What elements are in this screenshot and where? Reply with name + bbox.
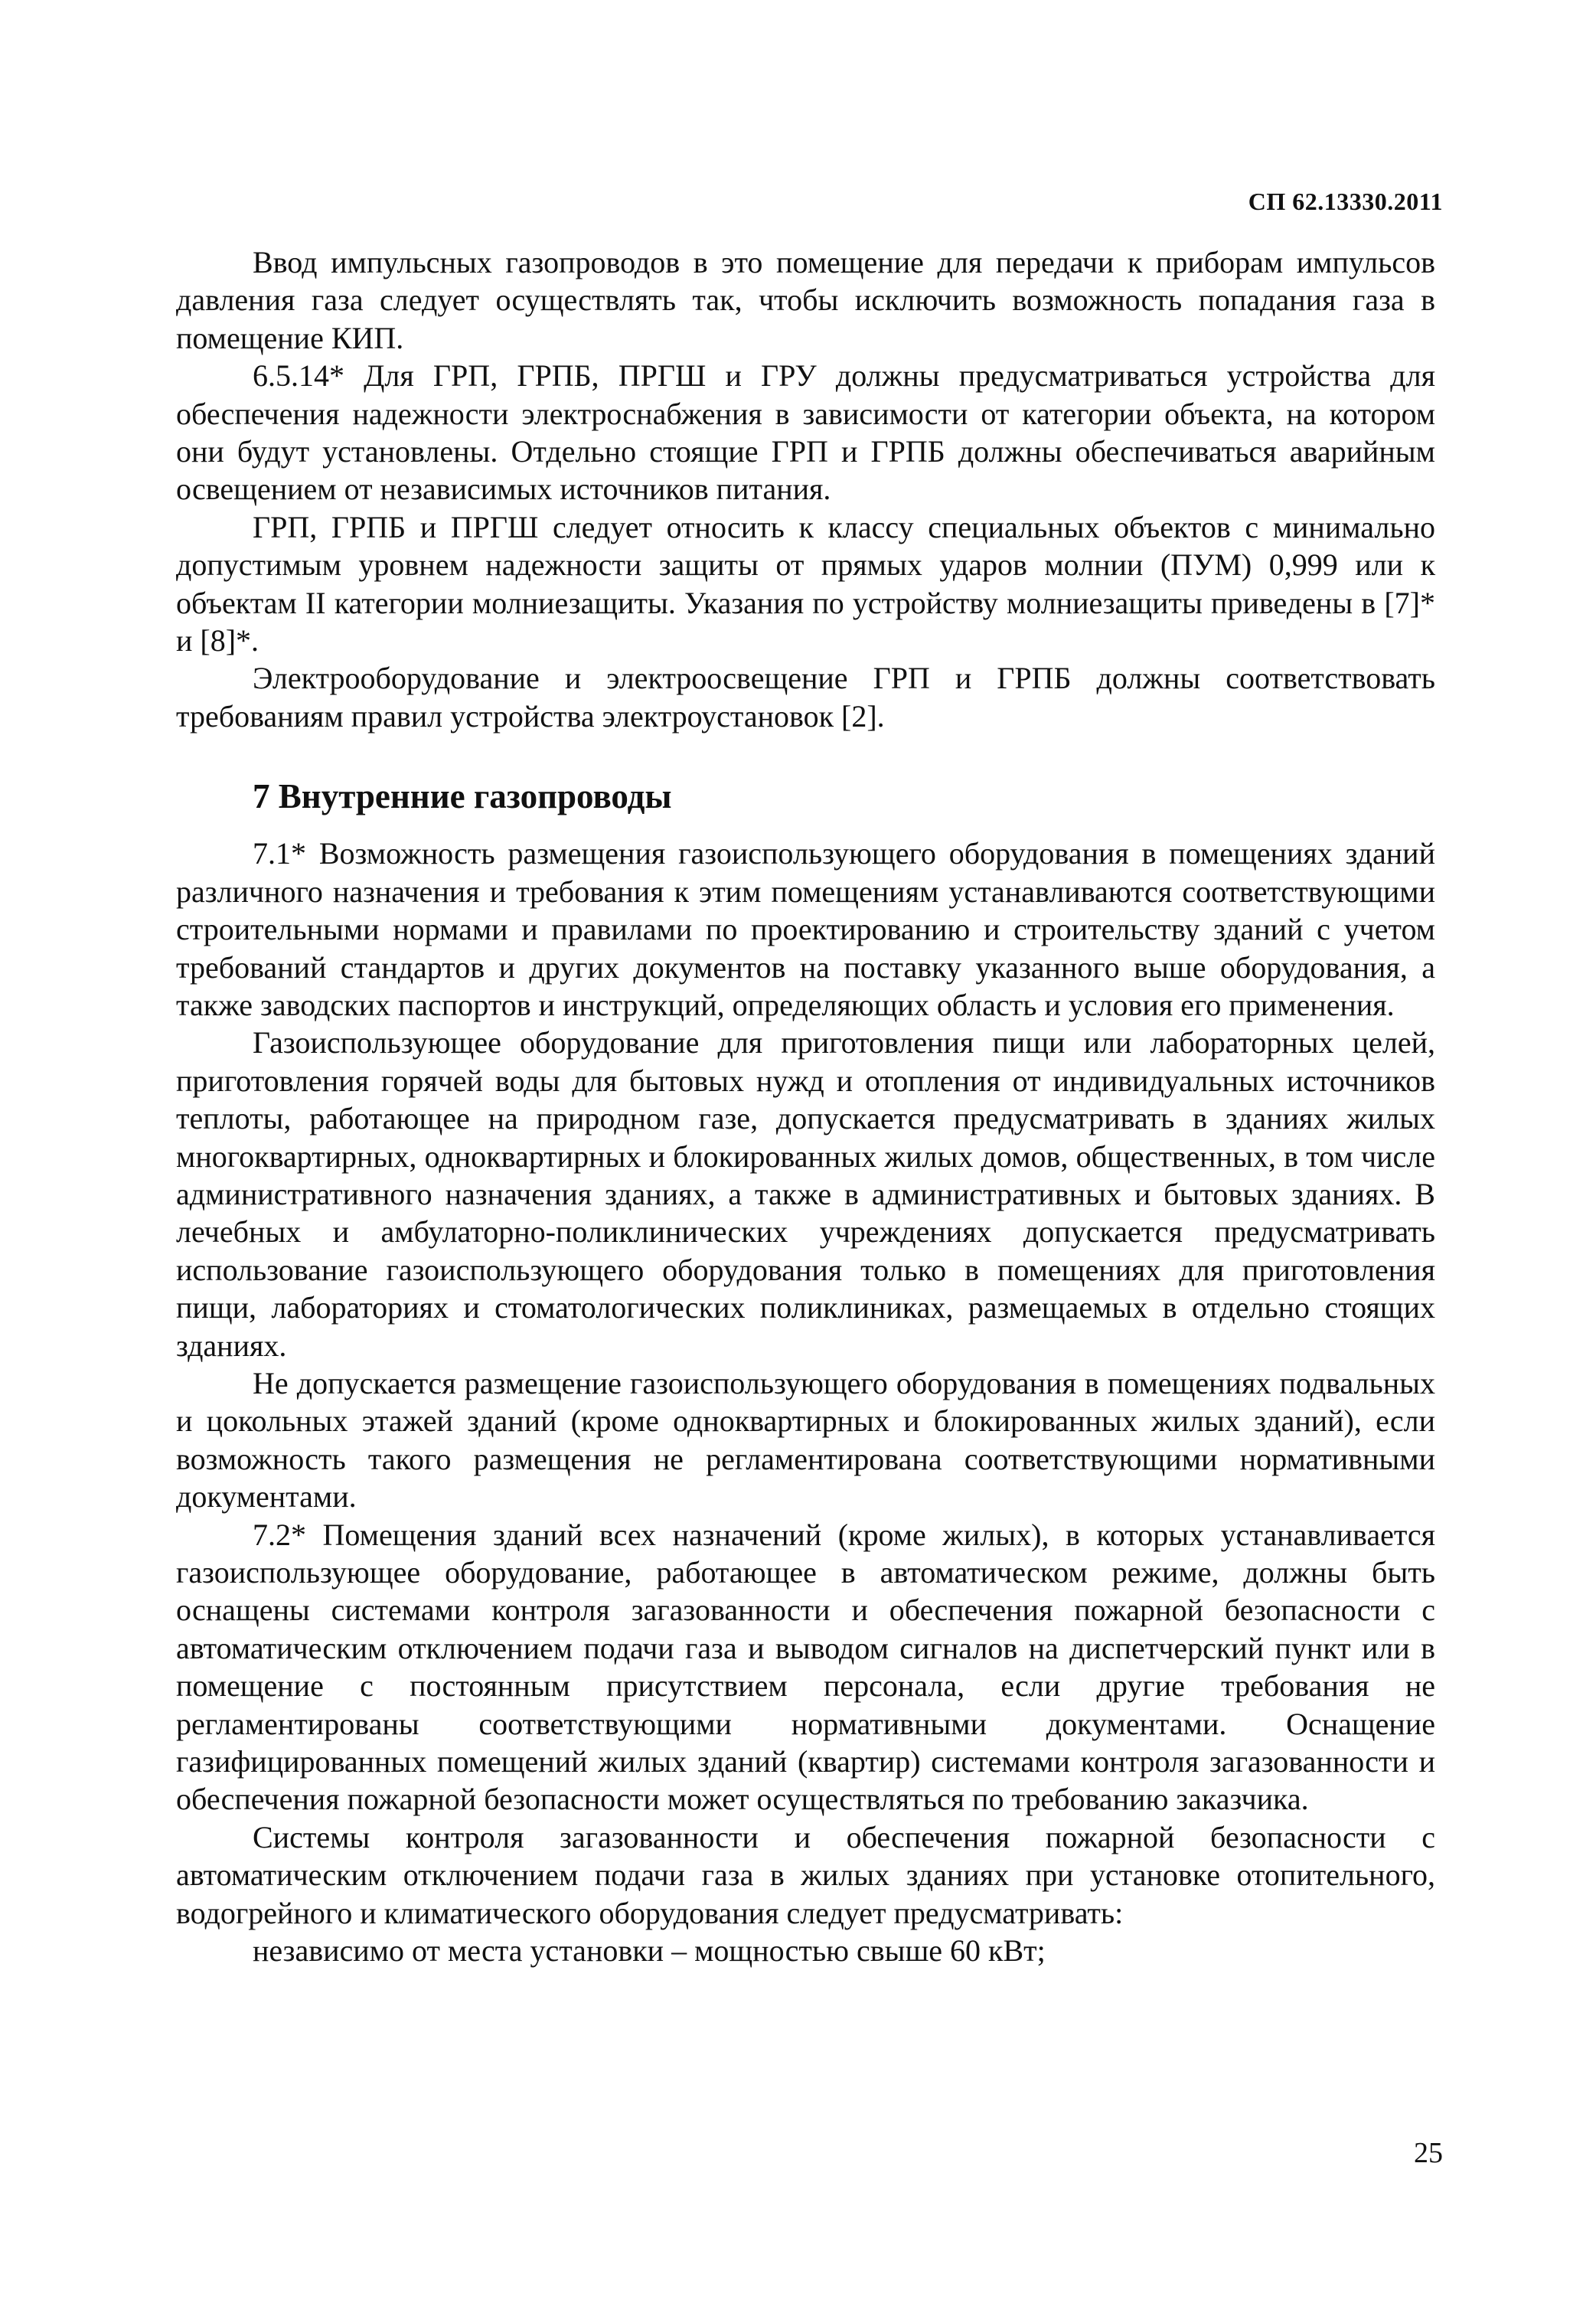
paragraph-gas-equipment: Газоиспользующее оборудование для приготовления пищи или лабораторных целей, приготовления горячей воды для бытовых нужд и отопления от индивидуальных источников теплоты, работающее на природном газе, допускается предусматривать в зданиях жилых многоквартирных, одноквартирных и блокированных жилых домов, общественных, в том числе административного назначения зданиях, а также в административных и бытовых зданиях. В лечебных и амбулаторно-поликлинических учреждениях допускается предусматривать использование газоиспользующего оборудования только в помещениях для приготовления пищи, лабораториях и стоматологических поликлиниках, размещаемых в отдельно стоящих зданиях. <box>176 1025 1435 1363</box>
paragraph-6-5-14: 6.5.14* Для ГРП, ГРПБ, ПРГШ и ГРУ должны предусматриваться устройства для обеспечения надежности электроснабжения в зависимости от категории объекта, на котором они будут установлены. Отдельно стоящие ГРП и ГРПБ должны обеспечиваться аварийным освещением от независимых источников питания. <box>176 358 1435 507</box>
paragraph-basement: Не допускается размещение газоиспользующего оборудования в помещениях подвальных и цокольных этажей зданий (кроме одноквартирных и блокированных жилых зданий), если возможность такого размещения не регламентирована соответствующими нормативными документами. <box>176 1365 1435 1514</box>
paragraph-intro: Ввод импульсных газопроводов в это помещение для передачи к приборам импульсов давления газа следует осуществлять так, чтобы исключить возможность попадания газа в помещение КИП. <box>176 245 1435 355</box>
paragraph-control-systems: Системы контроля загазованности и обеспечения пожарной безопасности с автоматическим отключением подачи газа в жилых зданиях при установке отопительного, водогрейного и климатического оборудования следует предусматривать: <box>176 1819 1435 1930</box>
paragraph-7-1: 7.1* Возможность размещения газоиспользующего оборудования в помещениях зданий различного назначения и требования к этим помещениям устанавливаются соответствующими строительными нормами и правилами по проектированию и строительству зданий с учетом требований стандартов и других документов на поставку указанного выше оборудования, а также заводских паспортов и инструкций, определяющих область и условия его применения. <box>176 836 1435 1022</box>
page-number: 25 <box>1414 2137 1443 2169</box>
section-title: 7 Внутренние газопроводы <box>253 777 672 816</box>
document-code: СП 62.13330.2011 <box>1248 188 1443 215</box>
document-body <box>176 243 1435 1969</box>
paragraph-electrical-equipment: Электрооборудование и электроосвещение ГРП и ГРПБ должны соответствовать требованиям правил устройства электроустановок [2]. <box>176 661 1435 734</box>
list-item: независимо от места установки – мощностью свыше 60 кВт; <box>253 1933 1046 1969</box>
paragraph-lightning-protection: ГРП, ГРПБ и ПРГШ следует относить к классу специальных объектов с минимально допустимым уровнем надежности защиты от прямых ударов молнии (ПУМ) 0,999 или к объектам II категории молниезащиты. Указания по устройству молниезащиты приведены в [7]* и [8]*. <box>176 509 1435 658</box>
paragraph-7-2: 7.2* Помещения зданий всех назначений (кроме жилых), в которых устанавливается газоиспользующее оборудование, работающее в автоматическом режиме, должны быть оснащены системами контроля загазованности и обеспечения пожарной безопасности с автоматическим отключением подачи газа и выводом сигналов на диспетчерский пункт или в помещение с постоянным присутствием персонала, если другие требования не регламентированы соответствующими нормативными документами. Оснащение газифицированных помещений жилых зданий (квартир) системами контроля загазованности и обеспечения пожарной безопасности может осуществляться по требованию заказчика. <box>176 1517 1435 1817</box>
